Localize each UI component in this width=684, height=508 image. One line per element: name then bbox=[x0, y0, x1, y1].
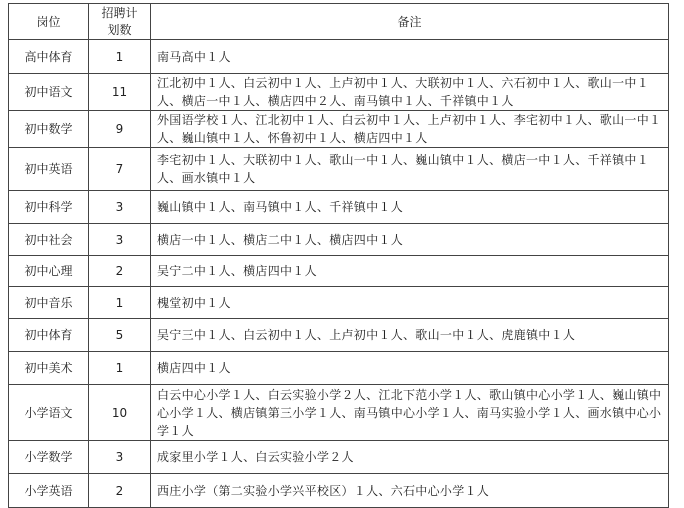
count-cell: 1 bbox=[89, 287, 151, 319]
table-header-row bbox=[9, 4, 669, 40]
remarks-cell: 巍山镇中１人、南马镇中１人、千祥镇中１人 bbox=[151, 191, 669, 224]
count-cell: 3 bbox=[89, 191, 151, 224]
recruitment-table bbox=[8, 3, 669, 508]
count-cell: 5 bbox=[89, 319, 151, 352]
count-cell: 9 bbox=[89, 111, 151, 148]
header-position: 岗位 bbox=[9, 4, 89, 40]
count-cell: 1 bbox=[89, 40, 151, 74]
count-cell: 7 bbox=[89, 148, 151, 191]
position-cell: 初中科学 bbox=[9, 191, 89, 224]
table-row bbox=[9, 111, 669, 148]
remarks-cell: 西庄小学（第二实验小学兴平校区）１人、六石中心小学１人 bbox=[151, 474, 669, 508]
remarks-cell: 吴宁二中１人、横店四中１人 bbox=[151, 256, 669, 287]
remarks-cell: 横店一中１人、横店二中１人、横店四中１人 bbox=[151, 224, 669, 256]
count-cell: 10 bbox=[89, 385, 151, 441]
remarks-cell: 吴宁三中１人、白云初中１人、上卢初中１人、歌山一中１人、虎鹿镇中１人 bbox=[151, 319, 669, 352]
position-cell: 初中音乐 bbox=[9, 287, 89, 319]
position-cell: 初中英语 bbox=[9, 148, 89, 191]
table-row bbox=[9, 256, 669, 287]
count-cell: 3 bbox=[89, 224, 151, 256]
remarks-cell: 成家里小学１人、白云实验小学２人 bbox=[151, 441, 669, 474]
table-row bbox=[9, 287, 669, 319]
position-cell: 小学语文 bbox=[9, 385, 89, 441]
table-row bbox=[9, 474, 669, 508]
header-remarks: 备注 bbox=[151, 4, 669, 40]
position-cell: 初中语文 bbox=[9, 74, 89, 111]
position-cell: 初中心理 bbox=[9, 256, 89, 287]
count-cell: 11 bbox=[89, 74, 151, 111]
remarks-cell: 外国语学校１人、江北初中１人、白云初中１人、上卢初中１人、李宅初中１人、歌山一中１人、巍山镇中１人、怀鲁初中１人、横店四中１人 bbox=[151, 111, 669, 148]
remarks-cell: 白云中心小学１人、白云实验小学２人、江北下范小学１人、歌山镇中心小学１人、巍山镇中心小学１人、横店镇第三小学１人、南马镇中心小学１人、南马实验小学１人、画水镇中心小学１人 bbox=[151, 385, 669, 441]
header-count-text: 招聘计划数 bbox=[101, 5, 138, 37]
header-count bbox=[89, 4, 151, 40]
position-cell: 初中美术 bbox=[9, 352, 89, 385]
position-cell: 初中数学 bbox=[9, 111, 89, 148]
table-row bbox=[9, 148, 669, 191]
count-cell: 3 bbox=[89, 441, 151, 474]
table-row bbox=[9, 441, 669, 474]
position-cell: 小学数学 bbox=[9, 441, 89, 474]
table-row bbox=[9, 224, 669, 256]
remarks-cell: 南马高中１人 bbox=[151, 40, 669, 74]
remarks-cell: 槐堂初中１人 bbox=[151, 287, 669, 319]
table-row bbox=[9, 352, 669, 385]
position-cell: 初中体育 bbox=[9, 319, 89, 352]
table-row bbox=[9, 385, 669, 441]
count-cell: 1 bbox=[89, 352, 151, 385]
table-row bbox=[9, 74, 669, 111]
remarks-cell: 江北初中１人、白云初中１人、上卢初中１人、大联初中１人、六石初中１人、歌山一中１人、横店一中１人、横店四中２人、南马镇中１人、千祥镇中１人 bbox=[151, 74, 669, 111]
table-row bbox=[9, 40, 669, 74]
table-row bbox=[9, 319, 669, 352]
count-cell: 2 bbox=[89, 256, 151, 287]
position-cell: 初中社会 bbox=[9, 224, 89, 256]
remarks-cell: 横店四中１人 bbox=[151, 352, 669, 385]
count-cell: 2 bbox=[89, 474, 151, 508]
table-row bbox=[9, 191, 669, 224]
remarks-cell: 李宅初中１人、大联初中１人、歌山一中１人、巍山镇中１人、横店一中１人、千祥镇中１人、画水镇中１人 bbox=[151, 148, 669, 191]
position-cell: 高中体育 bbox=[9, 40, 89, 74]
position-cell: 小学英语 bbox=[9, 474, 89, 508]
